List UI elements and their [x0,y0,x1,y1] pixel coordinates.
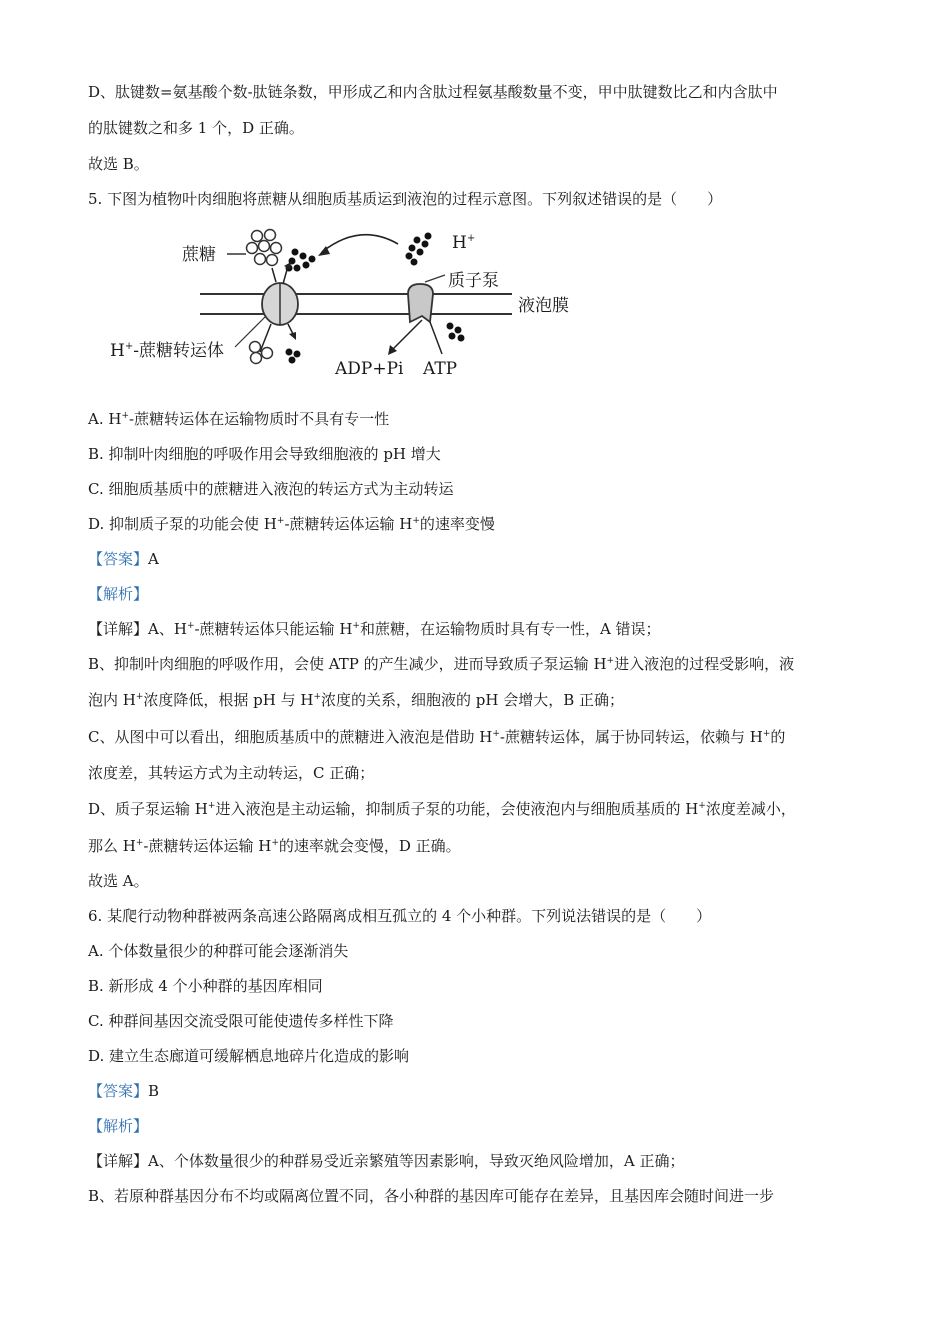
answer-value: A [148,550,159,568]
h-ions-top-right [406,233,432,266]
vacuole-membrane-label: 液泡膜 [518,296,569,316]
sucrose-transport-diagram [100,222,600,382]
h-transfer-arrow [322,235,398,252]
h-sucrose-transporter [262,283,298,325]
h-label: H+ [452,233,476,253]
sucrose-molecules-bottom [250,342,273,364]
transporter-label: H+-蔗糖转运体 [110,341,224,361]
option-b: B. 抑制叶肉细胞的呼吸作用会导致细胞液的 pH 增大 [88,445,441,463]
option-a: A. H+-蔗糖转运体在运输物质时不具有专一性 [88,410,390,428]
sucrose-molecules-top [247,230,282,266]
sucrose-label: 蔗糖 [182,245,216,265]
text: 的肽键数之和多 1 个，D 正确。 [88,119,304,137]
question-6-stem: 6. 某爬行动物种群被两条高速公路隔离成相互孤立的 4 个小种群。下列说法错误的是（ ） [88,907,712,925]
explanation-line: C、从图中可以看出，细胞质基质中的蔗糖进入液泡是借助 H+-蔗糖转运体，属于协同转运，依赖与 H+的 [88,728,786,746]
option-c: C. 种群间基因交流受限可能使遗传多样性下降 [88,1012,394,1030]
option-d: D. 抑制质子泵的功能会使 H+-蔗糖转运体运输 H+的速率变慢 [88,515,495,533]
text-line [88,118,304,138]
analysis-heading: 【解析】 [88,1117,149,1135]
text: 5. 下图为植物叶肉细胞将蔗糖从细胞质基质运到液泡的过程示意图。下列叙述错误的是（ ） [88,190,723,208]
atp-line [430,322,442,354]
answer-line [88,549,159,569]
h-ions-bottom-left [286,349,301,364]
explanation-line: B、若原种群基因分布不均或隔离位置不同，各小种群的基因库可能存在差异，且基因库会随时间进一步 [88,1187,775,1205]
proton-pump-label: 质子泵 [448,271,499,291]
option-b: B. 新形成 4 个小种群的基因库相同 [88,977,323,995]
option-d: D. 建立生态廊道可缓解栖息地碎片化造成的影响 [88,1047,410,1065]
answer-line: 【答案】B [88,1082,160,1100]
answer-tag: 【答案】 [88,550,149,568]
h-ions-bottom-right [447,323,465,342]
adp-label: ADP+Pi [335,359,404,379]
explanation-line: 【详解】A、H+-蔗糖转运体只能运输 H+和蔗糖，在运输物质时具有专一性，A 错误； [88,620,661,638]
text: D、肽键数=氨基酸个数-肽链条数，甲形成乙和内含肽过程氨基酸数量不变，甲中肽键数比乙和内含肽中 [88,83,778,101]
text-line [88,82,778,102]
sucrose-exit-arrow [272,268,276,282]
arrowhead [289,332,296,340]
atp-label: ATP [423,359,458,379]
explanation-line: B、抑制叶肉细胞的呼吸作用，会使 ATP 的产生减少，进而导致质子泵运输 H+进入液泡的过程受影响，液 [88,655,795,673]
text-line [88,154,149,174]
analysis-heading: 【解析】 [88,585,149,603]
explanation-line: D、质子泵运输 H+进入液泡是主动运输，抑制质子泵的功能，会使液泡内与细胞质基质的 H+浓度差减小， [88,800,796,818]
proton-pump [408,284,433,322]
option-a: A. 个体数量很少的种群可能会逐渐消失 [88,942,349,960]
pump-label-line [425,275,445,282]
explanation-line: 泡内 H+浓度降低，根据 pH 与 H+浓度的关系，细胞液的 pH 会增大，B 正确； [88,691,625,709]
adp-arrow [392,320,422,350]
h-exit-arrow [283,266,288,284]
transporter-label-line [235,316,266,347]
selection-line: 故选 A。 [88,872,149,890]
h-entry-arrow [288,324,293,334]
explanation-line: 【详解】A、个体数量很少的种群易受近亲繁殖等因素影响，导致灭绝风险增加，A 正确； [88,1152,685,1170]
question-5-stem [88,189,722,209]
explanation-line: 那么 H+-蔗糖转运体运输 H+的速率就会变慢，D 正确。 [88,837,461,855]
text: 故选 B。 [88,155,149,173]
explanation-line: 浓度差，其转运方式为主动转运，C 正确； [88,764,375,782]
option-c: C. 细胞质基质中的蔗糖进入液泡的转运方式为主动转运 [88,480,454,498]
